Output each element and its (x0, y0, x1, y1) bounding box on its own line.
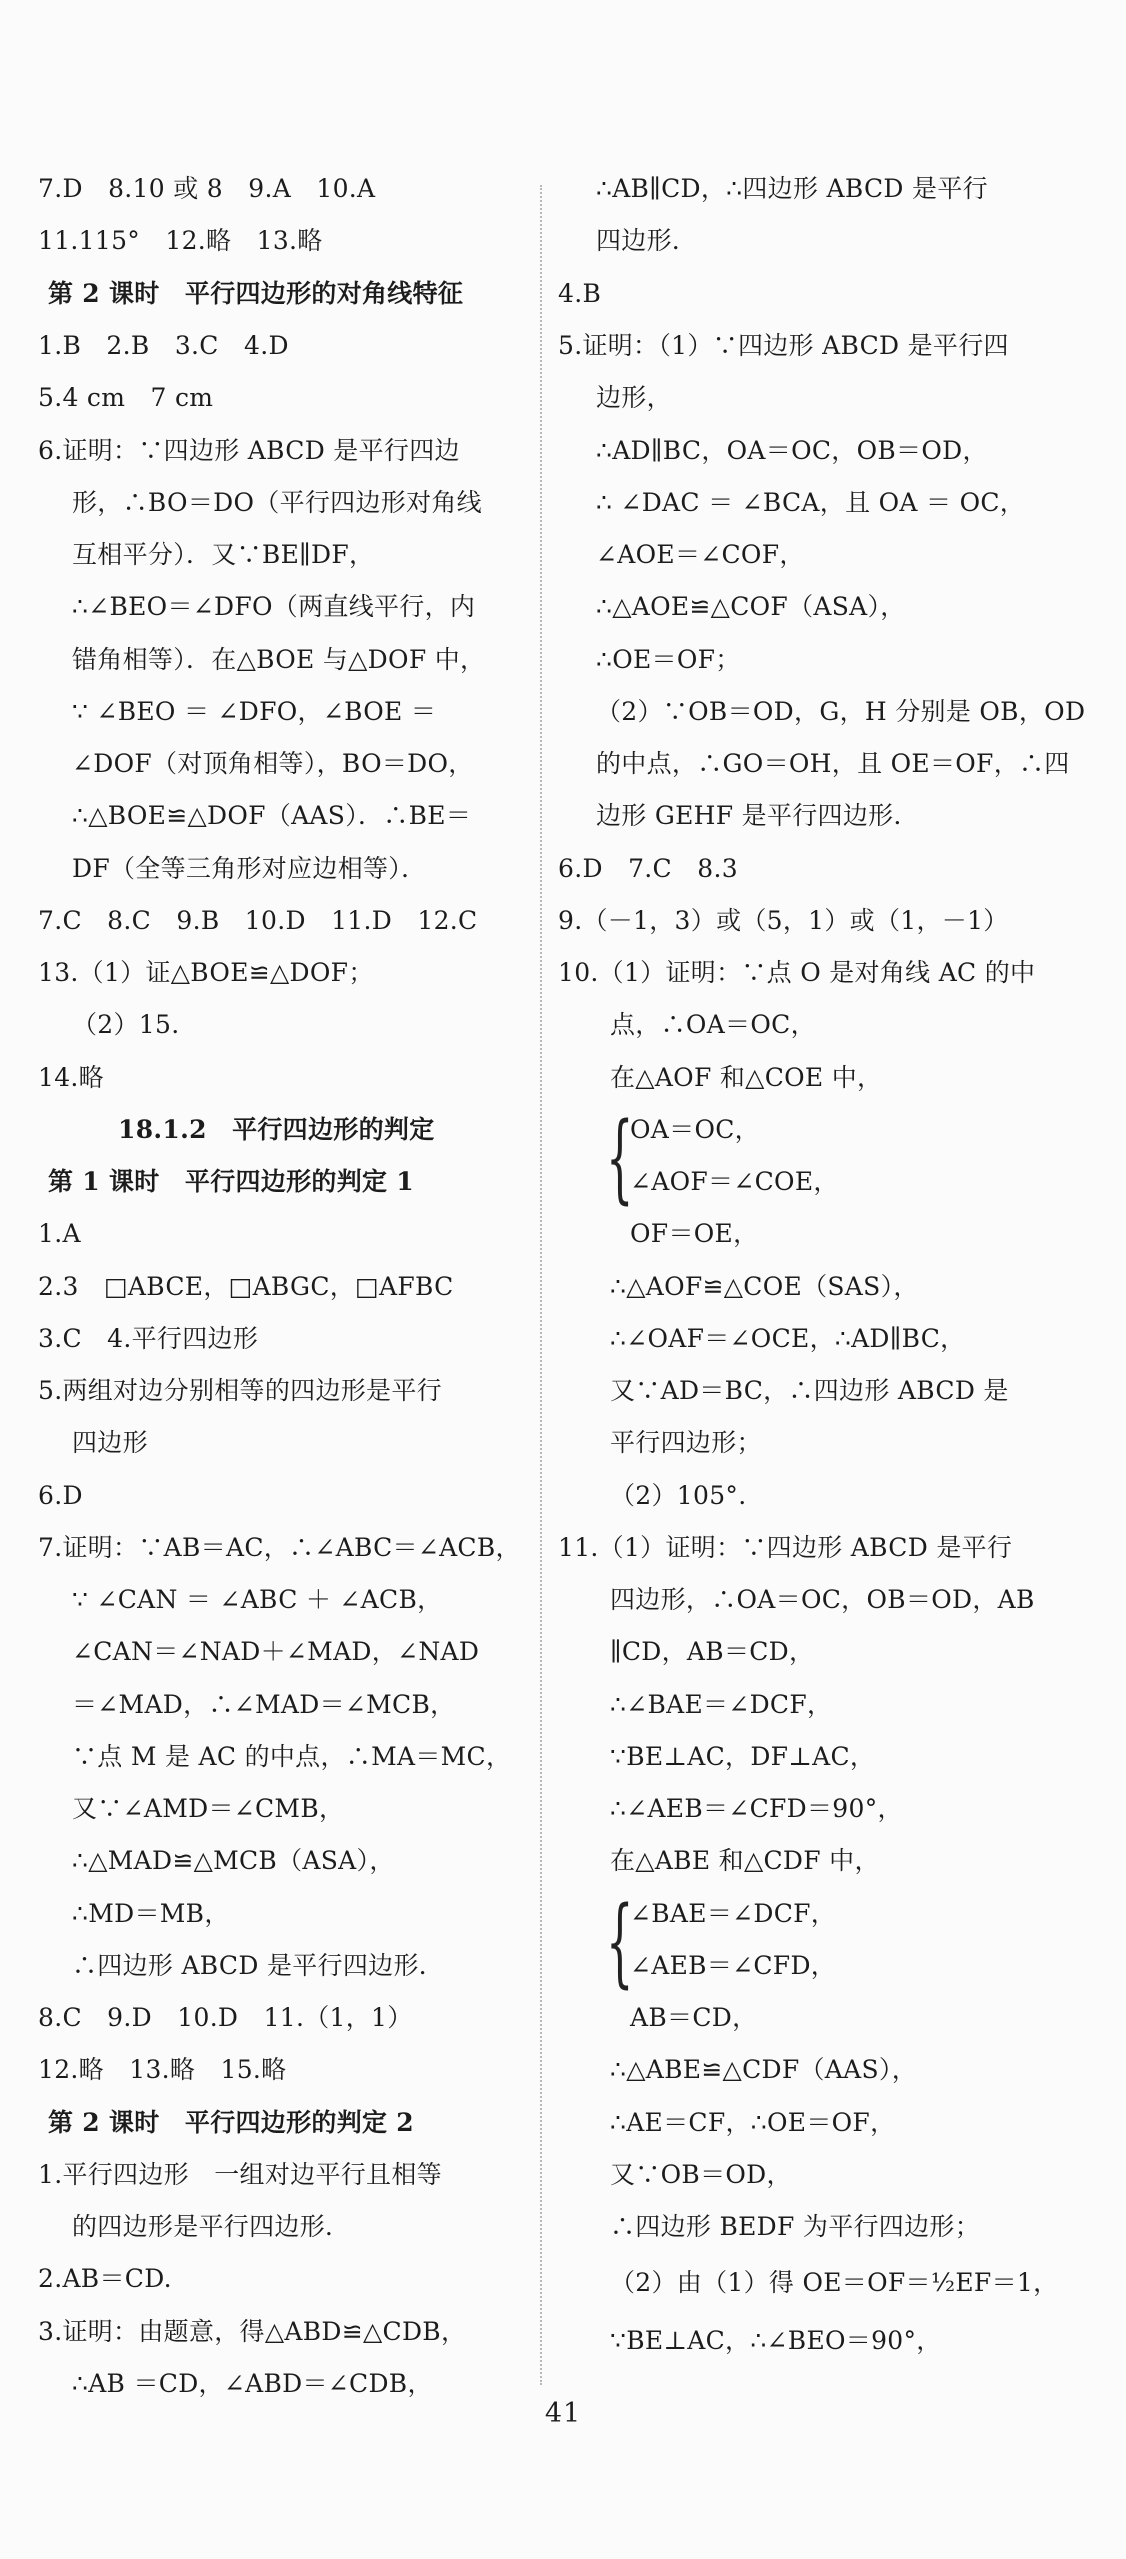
answer-line: 的四边形是平行四边形． (72, 2212, 351, 2241)
answer-line: 1.平行四边形 一组对边平行且相等 (38, 2160, 442, 2189)
answer-line: 3.C 4.平行四边形 (38, 1324, 259, 1353)
answer-line: 14.略 (38, 1063, 104, 1092)
answer-line: ∴四边形 ABCD 是平行四边形． (72, 1951, 445, 1980)
answer-line: 4.B (558, 279, 602, 308)
answer-line: 12.略 13.略 15.略 (38, 2055, 287, 2084)
answer-line: 6.D 7.C 8.3 (558, 854, 738, 883)
answer-line: （2）105°. (610, 1481, 747, 1510)
answer-line: 又∵∠AMD＝∠CMB， (72, 1794, 345, 1823)
answer-line: 2.AB＝CD. (38, 2264, 172, 2293)
answer-line: OA＝OC， (630, 1115, 760, 1144)
answer-line: ∴OE＝OF； (596, 645, 741, 674)
answer-line: OF＝OE， (630, 1219, 759, 1248)
answer-line: AB＝CD， (630, 2003, 758, 2032)
answer-line: ∴ ∠DAC ＝ ∠BCA，且 OA ＝ OC， (596, 488, 1026, 517)
answer-line: 1.A (38, 1219, 81, 1248)
answer-line: 10.（1）证明：∵点 O 是对角线 AC 的中 (558, 958, 1036, 987)
answer-line: ∠AEB＝∠CFD， (630, 1951, 837, 1980)
answer-line: ∴MD＝MB， (72, 1899, 230, 1928)
answer-line: ∵ ∠CAN ＝ ∠ABC ＋ ∠ACB， (72, 1585, 443, 1614)
answer-line: 5.证明：（1）∵四边形 ABCD 是平行四 (558, 331, 1009, 360)
answer-line: 的中点，∴GO＝OH，且 OE＝OF，∴四 (596, 749, 1070, 778)
answer-line: 11.（1）证明：∵四边形 ABCD 是平行 (558, 1533, 1013, 1562)
answer-line: 1.B 2.B 3.C 4.D (38, 331, 289, 360)
answer-line: ∠AOE＝∠COF， (596, 540, 805, 569)
answer-line: ∴∠OAF＝∠OCE，∴AD∥BC， (610, 1324, 966, 1353)
section-heading: 第 2 课时 平行四边形的对角线特征 (48, 279, 464, 308)
answer-line: 又∵AD＝BC，∴四边形 ABCD 是 (610, 1376, 1009, 1405)
answer-line: （2）∵OB＝OD，G，H 分别是 OB，OD (596, 697, 1086, 726)
answer-line: ∥CD，AB＝CD， (610, 1637, 815, 1666)
answer-line: 又∵OB＝OD， (610, 2160, 792, 2189)
answer-line: 13.（1）证△BOE≌△DOF； (38, 958, 374, 987)
answer-line: ∴△ABE≌△CDF（AAS）， (610, 2055, 918, 2084)
answer-line: 7.C 8.C 9.B 10.D 11.D 12.C (38, 906, 478, 935)
answer-line: ∴∠AEB＝∠CFD＝90°， (610, 1794, 903, 1823)
page-number: 41 (544, 2398, 582, 2429)
answer-line: ∵BE⊥AC，∴∠BEO＝90°， (610, 2326, 942, 2355)
answer-line: ∴四边形 BEDF 为平行四边形； (610, 2212, 981, 2241)
answer-line: ∴AB∥CD，∴四边形 ABCD 是平行 (596, 174, 988, 203)
answer-line: ∠DOF（对顶角相等），BO＝DO， (72, 749, 474, 778)
answer-line: 6.D (38, 1481, 83, 1510)
answer-line: （2）由（1）得 OE＝OF＝½EF＝1， (610, 2268, 1059, 2297)
answer-line: ∵点 M 是 AC 的中点，∴MA＝MC， (72, 1742, 512, 1771)
answer-line: 错角相等）．在△BOE 与△DOF 中， (72, 645, 486, 674)
answer-line: ∴∠BEO＝∠DFO（两直线平行，内 (72, 592, 476, 621)
answer-line: ∴AE＝CF，∴OE＝OF， (610, 2108, 896, 2137)
answer-line: ∵BE⊥AC，DF⊥AC， (610, 1742, 876, 1771)
answer-line: 7.证明：∵AB＝AC，∴∠ABC＝∠ACB， (38, 1533, 521, 1562)
answer-line: （2）15. (72, 1010, 180, 1039)
answer-line: 3.证明：由题意，得△ABD≌△CDB， (38, 2317, 467, 2346)
answer-line: 9.（－1，3）或（5，1）或（1，－1） (558, 906, 1009, 935)
section-heading: 18.1.2 平行四边形的判定 (118, 1115, 435, 1144)
section-heading: 第 2 课时 平行四边形的判定 2 (48, 2108, 415, 2137)
answer-line: 2.3 □ABCE，□ABGC，□AFBC (38, 1272, 454, 1301)
answer-line: 5.两组对边分别相等的四边形是平行 (38, 1376, 442, 1405)
answer-line: 11.115° 12.略 13.略 (38, 226, 323, 255)
answer-line: 8.C 9.D 10.D 11.（1，1） (38, 2003, 413, 2032)
answer-line: DF（全等三角形对应边相等）． (72, 854, 427, 883)
answer-line: 四边形，∴OA＝OC，OB＝OD，AB (610, 1585, 1035, 1614)
answer-line: 互相平分）．又∵BE∥DF， (72, 540, 375, 569)
answer-line: 点，∴OA＝OC， (610, 1010, 816, 1039)
answer-line: ∠BAE＝∠DCF， (630, 1899, 837, 1928)
answer-line: 7.D 8.10 或 8 9.A 10.A (38, 174, 376, 203)
section-heading: 第 1 课时 平行四边形的判定 1 (48, 1167, 415, 1196)
answer-line: ∴△AOF≌△COE（SAS）， (610, 1272, 919, 1301)
answer-line: ∴△AOE≌△COF（ASA）， (596, 592, 906, 621)
answer-line: 形，∴BO＝DO（平行四边形对角线 (72, 488, 482, 517)
answer-line: 边形 GEHF 是平行四边形． (596, 801, 919, 830)
answer-line: 平行四边形； (610, 1428, 762, 1457)
answer-line: 6.证明：∵四边形 ABCD 是平行四边 (38, 436, 460, 465)
answer-line: ∴△MAD≌△MCB（ASA）， (72, 1846, 395, 1875)
left-brace-icon: { (606, 1102, 634, 1214)
answer-line: ∠CAN＝∠NAD＋∠MAD，∠NAD (72, 1637, 480, 1666)
answer-line: 四边形． (596, 226, 698, 255)
answer-line: ∴AD∥BC，OA＝OC，OB＝OD， (596, 436, 988, 465)
answer-line: 5.4 cm 7 cm (38, 383, 214, 412)
column-divider (540, 185, 542, 2385)
answer-line: ∴∠BAE＝∠DCF， (610, 1690, 833, 1719)
answer-line: 在△AOF 和△COE 中， (610, 1063, 883, 1092)
answer-line: 边形， (596, 383, 672, 412)
answer-line: 在△ABE 和△CDF 中， (610, 1846, 880, 1875)
answer-line: ＝∠MAD，∴∠MAD＝∠MCB， (72, 1690, 456, 1719)
answer-line: ∠AOF＝∠COE， (630, 1167, 839, 1196)
answer-line: 四边形 (72, 1428, 148, 1457)
answer-line: ∵ ∠BEO ＝ ∠DFO，∠BOE ＝ (72, 697, 437, 726)
left-brace-icon: { (606, 1886, 634, 1998)
answer-line: ∴AB ＝CD，∠ABD＝∠CDB， (72, 2369, 433, 2398)
answer-line: ∴△BOE≌△DOF（AAS）．∴BE＝ (72, 801, 472, 830)
